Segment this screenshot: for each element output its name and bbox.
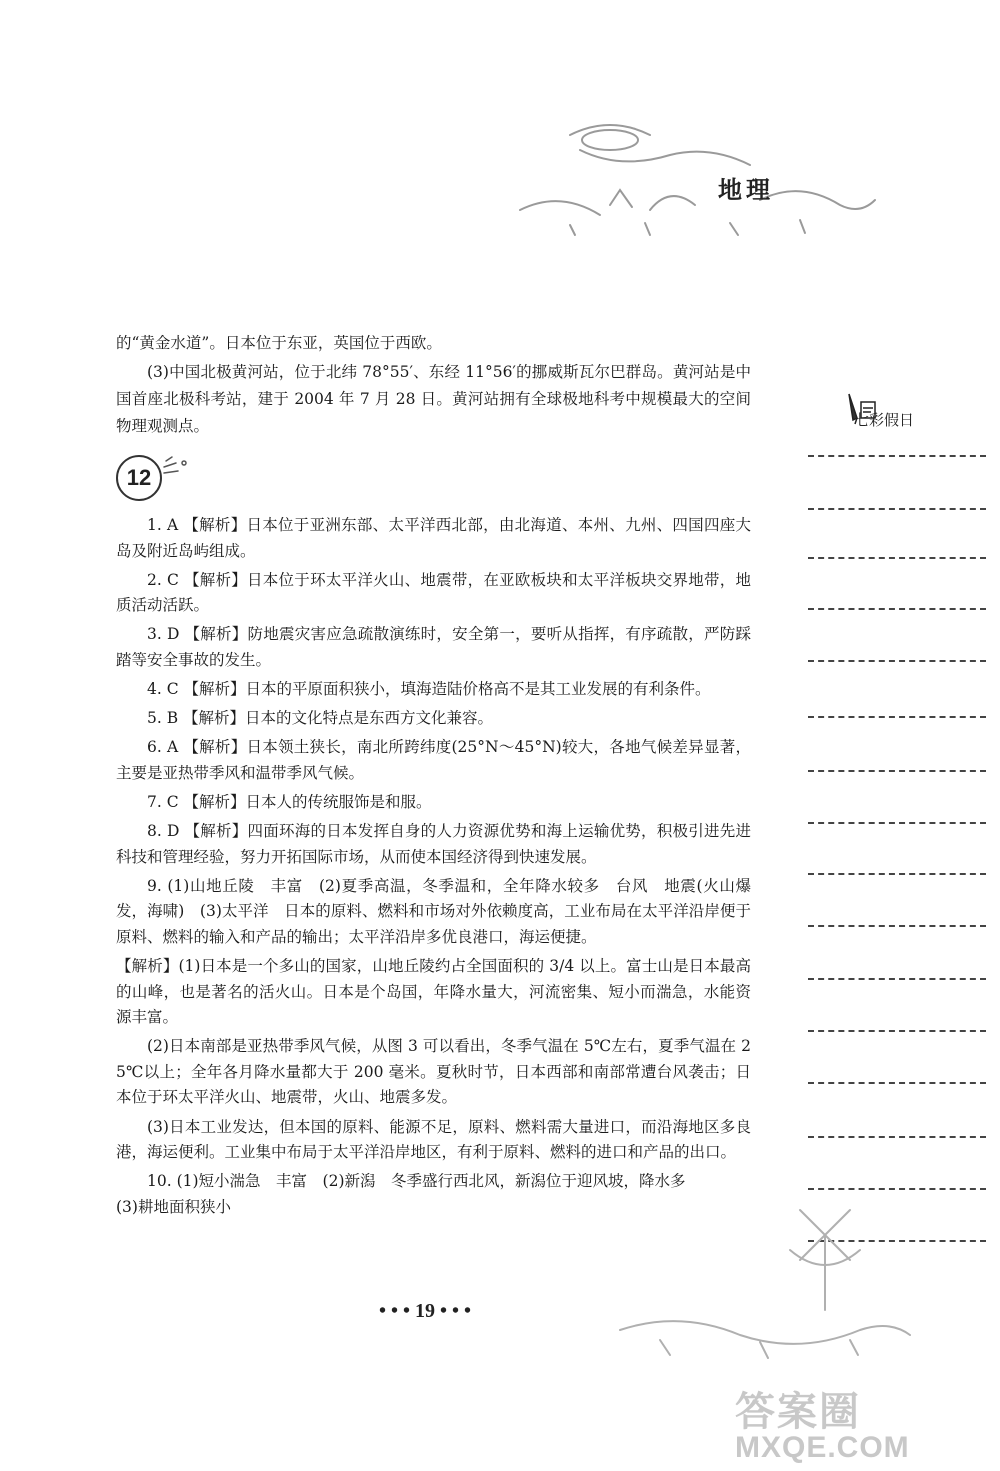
watermark-en: MXQE.COM [735, 1431, 910, 1464]
header-decoration [500, 95, 880, 245]
note-line [808, 508, 986, 510]
note-line [808, 873, 986, 875]
answer-item: 4. C 【解析】日本的平原面积狭小，填海造陆价格高不是其工业发展的有利条件。 [147, 680, 711, 699]
answer-item: 7. C 【解析】日本人的传统服饰是和服。 [147, 792, 432, 811]
intro-paragraph: 的“黄金水道”。日本位于东亚，英国位于西欧。 [116, 334, 442, 352]
answer-item: 9. (1)山地丘陵 丰富 (2)夏季高温，冬季温和，全年降水较多 台风 地震(火山爆发，海啸) (3)太平洋 日本的原料、燃料和市场对外依赖度高，工业布局在太平洋沿岸便于原料、燃料的输入和产品的输出；太平洋沿岸多优良港口，海运便捷。 [116, 876, 751, 946]
note-line [808, 1030, 986, 1032]
watermark-logo [735, 1380, 910, 1465]
intro-text [116, 330, 751, 440]
answer-item: 6. A 【解析】日本领土狭长，南北所跨纬度(25°N～45°N)较大，各地气候差异显著，主要是亚热带季风和温带季风气候。 [116, 738, 751, 782]
note-line [808, 608, 986, 610]
note-line [808, 770, 986, 772]
section-number-badge: 12 [116, 455, 162, 501]
answer-item: 5. B 【解析】日本的文化特点是东西方文化兼容。 [147, 709, 494, 728]
answer-item: 10. (1)短小湍急 丰富 (2)新潟 冬季盛行西北风，新潟位于迎风坡，降水多 [147, 1172, 686, 1191]
answer-item: 8. D 【解析】四面环海的日本发挥自身的人力资源优势和海上运输优势，积极引进先进科技和管理经验，努力开拓国际市场，从而使本国经济得到快速发展。 [116, 822, 751, 866]
intro-paragraph: (3)中国北极黄河站，位于北纬 78°55′、东经 11°56′的挪威斯瓦尔巴群岛。黄河站是中国首座北极科考站，建于 2004 年 7 月 28 日。黄河站拥有全球极地科考中规模最大的空间物理观测点。 [116, 363, 751, 435]
note-line [808, 978, 986, 980]
sidebar-title: 七彩假日 [854, 411, 915, 429]
note-line [808, 1136, 986, 1138]
answer-item: (3)耕地面积狭小 [116, 1197, 231, 1216]
answer-list [116, 513, 751, 1220]
note-line [808, 716, 986, 718]
note-line [808, 660, 986, 662]
answer-analysis: (2)日本南部是亚热带季风气候，从图 3 可以看出，冬季气温在 5℃左右，夏季气温在 25℃以上；全年各月降水量都大于 200 毫米。夏秋时节，日本西部和南部常遭台风袭击；日本位于环太平洋火山、地震带，火山、地震多发。 [116, 1037, 751, 1107]
answer-item: 2. C 【解析】日本位于环太平洋火山、地震带，在亚欧板块和太平洋板块交界地带，地质活动活跃。 [116, 570, 751, 615]
answer-item: 1. A 【解析】日本位于亚洲东部、太平洋西北部，由北海道、本州、九州、四国四座大岛及附近岛屿组成。 [116, 516, 751, 560]
subject-title: 地理 [718, 175, 774, 204]
note-line [808, 1082, 986, 1084]
note-line [808, 925, 986, 927]
answer-analysis: (3)日本工业发达，但本国的原料、能源不足，原料、燃料需大量进口，而沿海地区多良港，海运便利。工业集中布局于太平洋沿岸地区，有利于原料、燃料的进口和产品的出口。 [116, 1117, 751, 1162]
note-line [808, 822, 986, 824]
note-line [808, 557, 986, 559]
note-line [808, 455, 986, 457]
section-badge-decoration [160, 455, 200, 485]
answer-item: 3. D 【解析】防地震灾害应急疏散演练时，安全第一，要听从指挥，有序疏散，严防踩踏等安全事故的发生。 [116, 625, 751, 669]
footer-decoration [600, 1190, 920, 1370]
answer-analysis: 【解析】(1)日本是一个多山的国家，山地丘陵约占全国面积的 3/4 以上。富士山是日本最高的山峰，也是著名的活火山。日本是个岛国，年降水量大，河流密集、短小而湍急，水能资源丰富。 [116, 957, 751, 1027]
page-number: • • • 19 • • • [378, 1300, 471, 1322]
watermark-cn: 答案圈 [735, 1390, 861, 1434]
